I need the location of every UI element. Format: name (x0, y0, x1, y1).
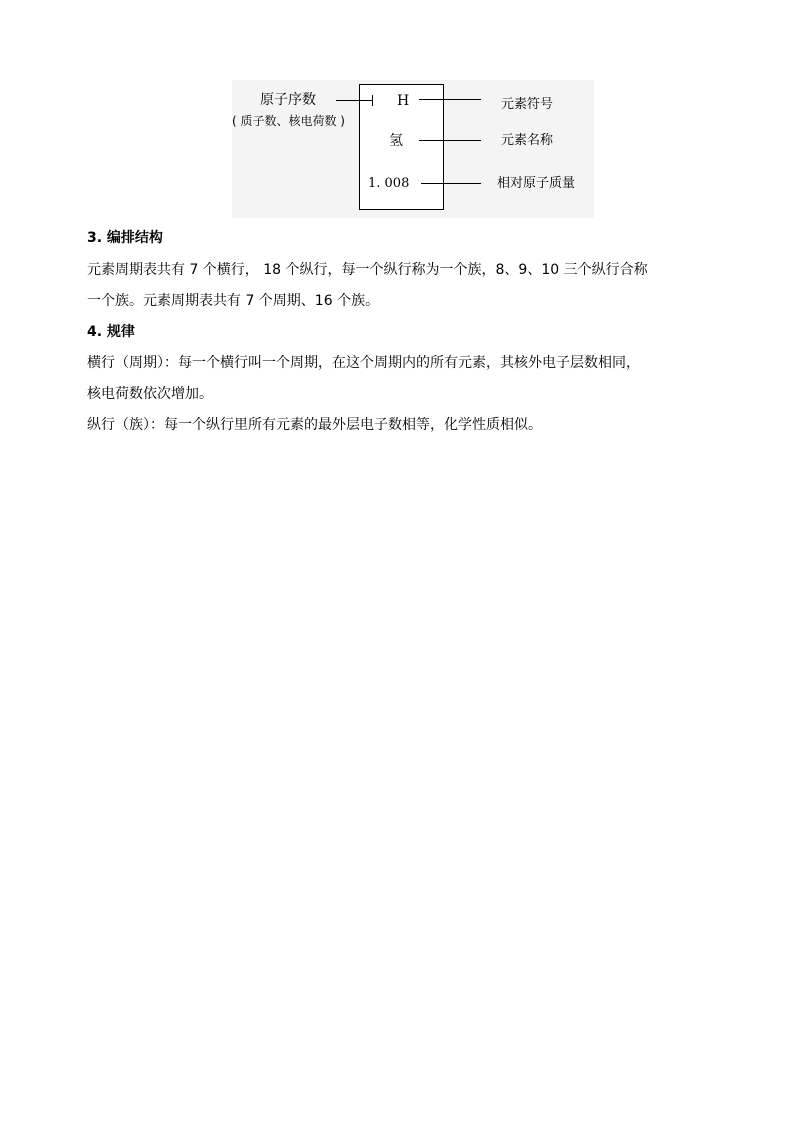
name-label: 元素名称 (501, 133, 554, 148)
atomic-number-label: 原子序数 (260, 92, 316, 108)
atomic-number-marker (372, 95, 373, 106)
paragraph-line: 一个族。元素周期表共有 7 个周期、16 个族。 (87, 293, 380, 309)
element-name: 氢 (389, 133, 403, 149)
mass-label: 相对原子质量 (497, 176, 576, 191)
element-symbol: H (397, 93, 410, 109)
atomic-number-note: ( 质子数、核电荷数 ) (232, 114, 345, 128)
section-heading-structure: 3. 编排结构 (87, 230, 163, 246)
section-heading-rules: 4. 规律 (87, 324, 135, 340)
paragraph-line: 核电荷数依次增加。 (87, 386, 213, 402)
atomic-number-leader-line (336, 100, 372, 101)
paragraph-line: 横行（周期）：每一个横行叫一个周期，在这个周期内的所有元素，其核外电子层数相同， (87, 355, 640, 371)
paragraph-line: 纵行（族）：每一个纵行里所有元素的最外层电子数相等，化学性质相似。 (87, 417, 542, 433)
mass-leader-line (421, 183, 481, 184)
element-mass: 1. 008 (368, 176, 410, 191)
paragraph-line: 元素周期表共有 7 个横行， 18 个纵行，每一个纵行称为一个族，8、9、10 三个纵行合称 (87, 262, 648, 278)
name-leader-line (419, 140, 481, 141)
symbol-label: 元素符号 (501, 97, 554, 112)
symbol-leader-line (419, 99, 481, 100)
